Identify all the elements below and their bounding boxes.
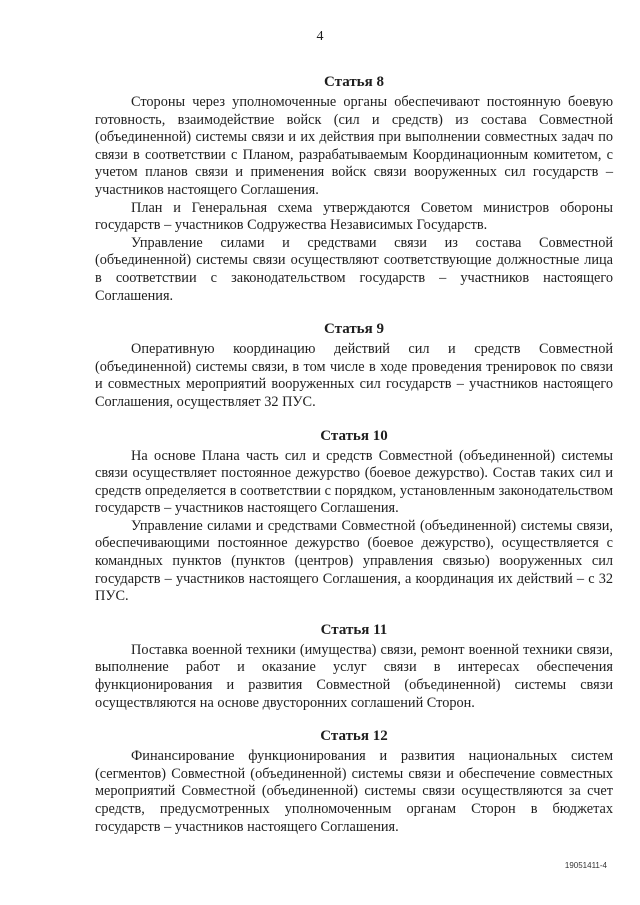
section-gap bbox=[95, 412, 613, 428]
section-gap bbox=[95, 712, 613, 728]
section-gap bbox=[95, 606, 613, 622]
section-gap bbox=[95, 305, 613, 321]
document-code: 19051411-4 bbox=[564, 861, 607, 870]
article-paragraph: Управление силами и средствами связи из состава Совместной (объединенной) системы связи осуществляют соответствующие должностные лица в соответствии с законодательством государств – участников настоящего Соглашения. bbox=[95, 234, 613, 304]
article-title: Статья 12 bbox=[320, 728, 388, 745]
article-paragraph: Управление силами и средствами Совместной (объединенной) системы связи, обеспечивающими постоянное дежурство (боевое дежурство), осуществляется с командных пунктов (пунктов (центров) управления связью) вооруженных сил государств – участников настоящего Соглашения, а координация их действий – с 32 ПУС. bbox=[95, 517, 613, 605]
article-10 bbox=[95, 428, 613, 606]
article-paragraph: Финансирование функционирования и развития национальных систем (сегментов) Совместной (объединенной) системы связи и обеспечение совместных мероприятий Совместной (объединенной) системы связи осуществляются за счет средств, предусмотренных уполномоченным органам Сторон в бюджетах государств – участников настоящего Соглашения. bbox=[95, 748, 613, 835]
article-12 bbox=[95, 728, 613, 836]
article-title: Статья 8 bbox=[324, 74, 384, 90]
article-title: Статья 10 bbox=[320, 427, 388, 444]
article-paragraph: Оперативную координацию действий сил и средств Совместной (объединенной) системы связи, в том числе в ходе проведения тренировок по связи и совместных мероприятий вооруженных сил государств – участников настоящего Соглашения, осуществляет 32 ПУС. bbox=[95, 341, 613, 410]
article-8 bbox=[95, 74, 613, 305]
page-number: 4 bbox=[316, 29, 324, 44]
article-title: Статья 11 bbox=[320, 621, 388, 638]
article-paragraph: Поставка военной техники (имущества) связи, ремонт военной техники связи, выполнение работ и оказание услуг связи в интересах обеспечения функционирования и развития Совместной (объединенной) системы связи осуществляются на основе двусторонних соглашений Сторон. bbox=[95, 641, 613, 711]
article-title: Статья 9 bbox=[324, 321, 384, 338]
article-11 bbox=[95, 622, 613, 712]
article-paragraph: План и Генеральная схема утверждаются Советом министров обороны государств – участников Содружества Независимых Государств. bbox=[95, 199, 613, 234]
article-paragraph: Стороны через уполномоченные органы обеспечивают постоянную боевую готовность, взаимодействие войск (сил и средств) из состава Совместной (объединенной) системы связи и их действия при выполнении совместных задач по связи в соответствии с Планом, разрабатываемым Координационным комитетом, с учетом планов связи и применения войск связи вооруженных сил государств – участников настоящего Соглашения. bbox=[95, 94, 613, 198]
document-body bbox=[95, 74, 613, 836]
article-9 bbox=[95, 321, 613, 411]
article-paragraph: На основе Плана часть сил и средств Совместной (объединенной) системы связи осуществляет постоянное дежурство (боевое дежурство). Состав таких сил и средств определяется в соответствии с порядком, установленным законодательством государств – участников настоящего Соглашения. bbox=[95, 447, 613, 517]
